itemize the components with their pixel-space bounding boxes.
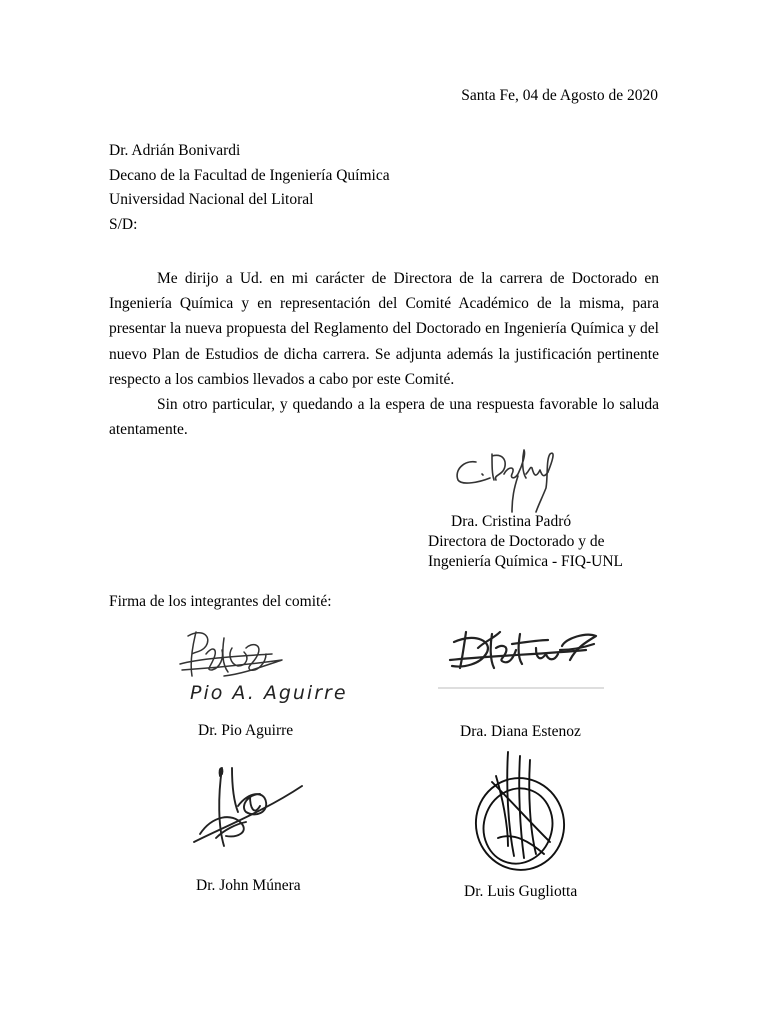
recipient-block: [109, 139, 390, 237]
signatory-name: Dra. Cristina Padró: [451, 513, 572, 530]
recipient-institution: Universidad Nacional del Litoral: [109, 191, 314, 208]
recipient-title: Decano de la Facultad de Ingeniería Química: [109, 166, 390, 184]
salutation: S/D:: [109, 215, 138, 233]
handwritten-name: Pio A. Aguirre: [190, 682, 348, 704]
signature-diana-estenoz: [436, 620, 608, 692]
recipient-name: Dr. Adrián Bonivardi: [109, 142, 241, 159]
signature-john-munera: [176, 746, 326, 868]
body-paragraph: Me dirijo a Ud. en mi carácter de Directora de la carrera de Doctorado en Ingeniería Química y en representación del Comité Académico de la misma, para presentar la nueva propuesta del Reglamento del Doctorado en Ingeniería Química y del nuevo Plan de Estudios de dicha carrera. Se adjunta además la justificación pertinente respecto a los cambios llevados a cabo por este Comité.: [109, 270, 659, 388]
committee-member-name: Dra. Diana Estenoz: [460, 723, 581, 740]
signatory-block: [428, 512, 623, 572]
director-signature: [446, 436, 576, 516]
signatory-role: Directora de Doctorado y de: [428, 533, 605, 550]
letter-body: [109, 266, 659, 442]
letter-date: Santa Fe, 04 de Agosto de 2020: [461, 87, 658, 104]
body-paragraph: Sin otro particular, y quedando a la espera de una respuesta favorable lo saluda atentamente.: [109, 396, 659, 439]
signature-luis-gugliotta: [462, 746, 582, 876]
committee-member-name: Dr. Luis Gugliotta: [464, 883, 578, 900]
committee-member-name: Dr. Pio Aguirre: [198, 722, 294, 739]
committee-member-name: Dr. John Múnera: [196, 877, 301, 894]
signatory-affiliation: Ingeniería Química - FIQ-UNL: [428, 553, 623, 570]
signature-pio-aguirre: [162, 618, 348, 713]
committee-label: Firma de los integrantes del comité:: [109, 593, 332, 610]
